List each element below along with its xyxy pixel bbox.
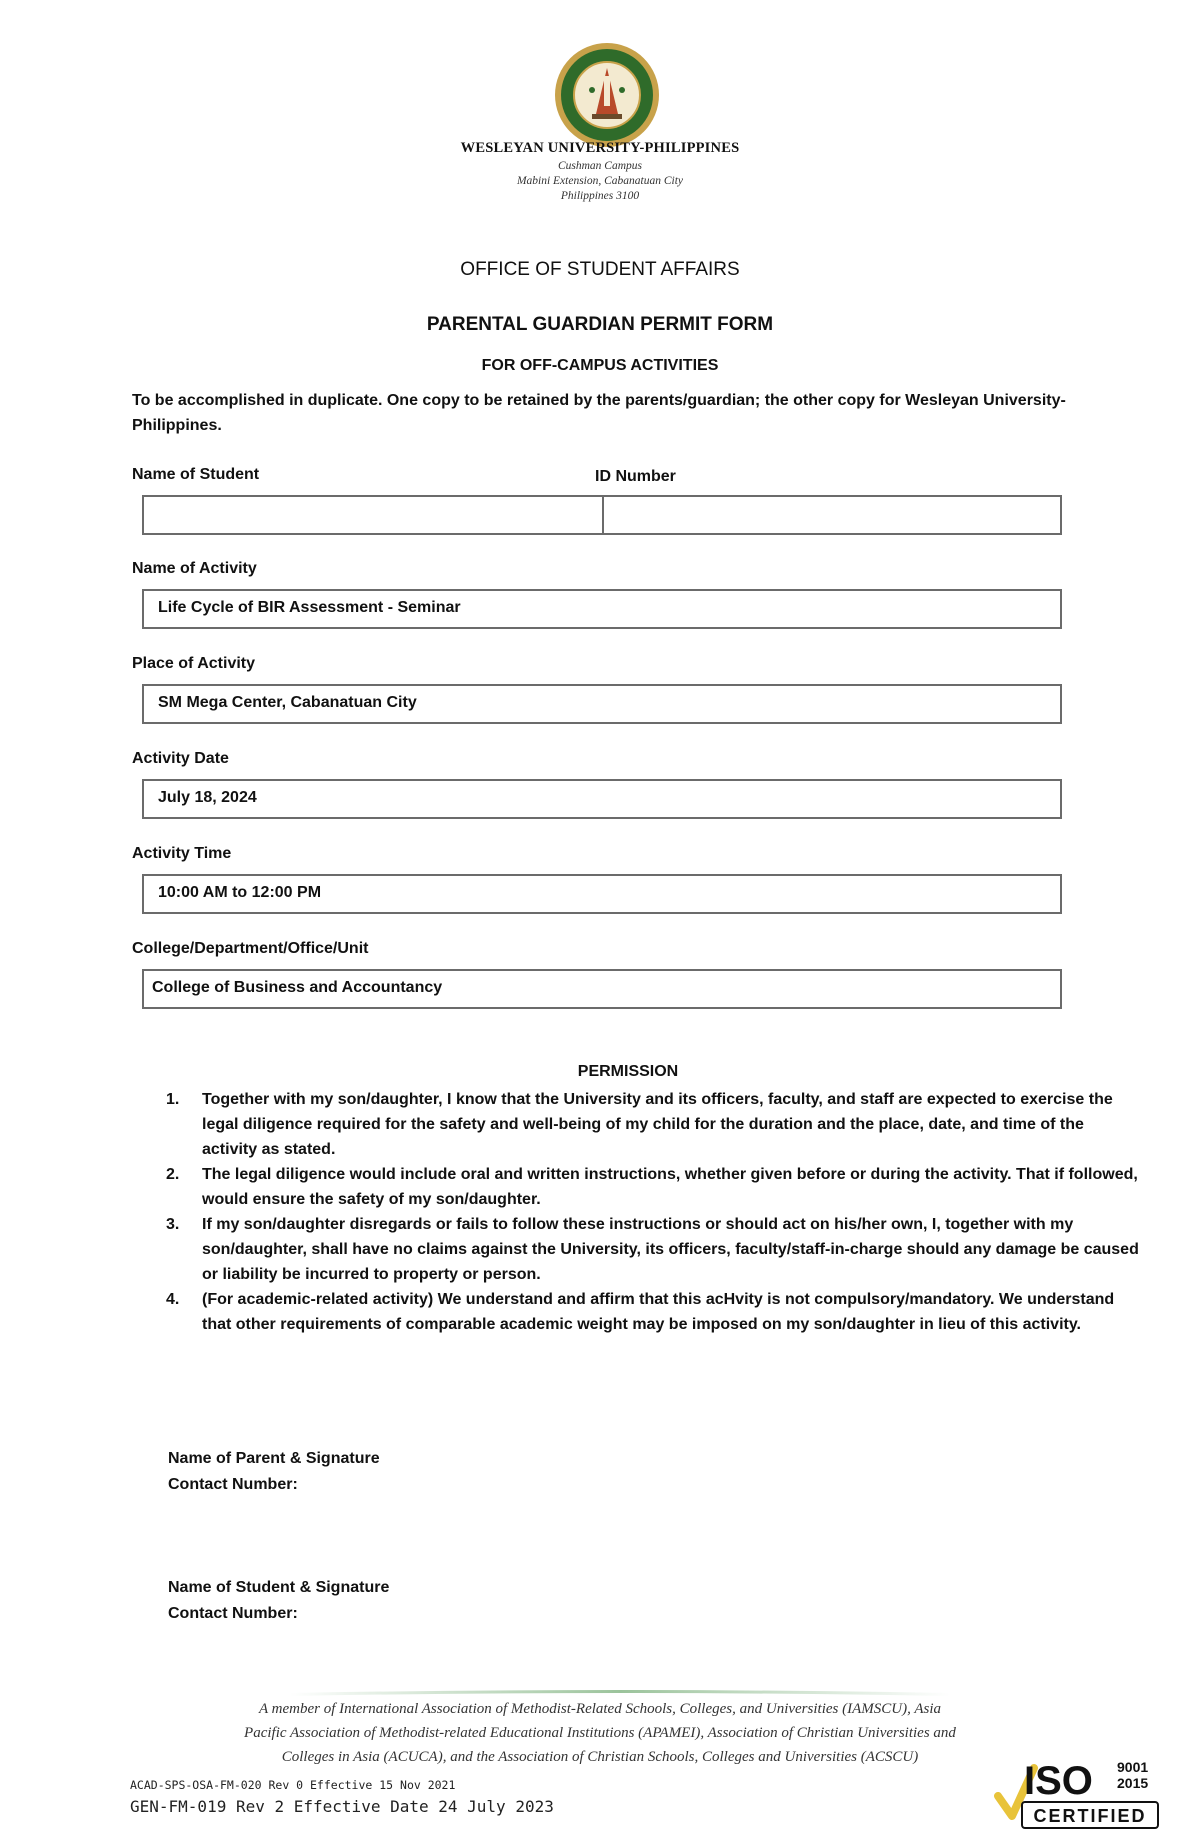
activity-date-field[interactable]: [142, 779, 1062, 819]
activity-name-value: Life Cycle of BIR Assessment - Seminar: [158, 599, 461, 616]
permission-item-number: 3.: [166, 1216, 180, 1233]
activity-name-label: Name of Activity: [132, 560, 257, 577]
iso-certified-label: CERTIFIED: [1033, 1806, 1147, 1826]
parent-signature-label: Name of Parent & Signature: [168, 1450, 380, 1467]
iso-year-top: 9001: [1117, 1759, 1149, 1775]
field-divider: [602, 497, 604, 533]
college-label: College/Department/Office/Unit: [132, 940, 369, 957]
office-title: OFFICE OF STUDENT AFFAIRS: [460, 259, 740, 280]
student-name-label: Name of Student: [132, 466, 260, 483]
parent-contact-label: Contact Number:: [168, 1476, 298, 1493]
id-number-label: ID Number: [595, 468, 676, 485]
permission-item-number: 2.: [166, 1166, 180, 1183]
permission-item-text: If my son/daughter disregards or fails to follow these instructions or should act on his/her own, I, together with my son/daughter, shall have no claims against the University, its officers, faculty/staff-in-charge should any damage be caused or liability be incurred to property or person.: [202, 1216, 1139, 1283]
iso-mark: ISO: [1024, 1759, 1093, 1803]
permission-item: [132, 1087, 1142, 1162]
student-signature-block: [168, 1575, 389, 1627]
university-name: WESLEYAN UNIVERSITY-PHILIPPINES: [460, 140, 740, 156]
activity-date-label: Activity Date: [132, 750, 229, 767]
activity-time-field[interactable]: [142, 874, 1062, 914]
permission-item: [132, 1212, 1142, 1287]
student-id-row: [142, 495, 1062, 535]
footer-membership-line: A member of International Association of Methodist-Related Schools, Colleges, and Universities (IAMSCU), Asia: [258, 1701, 941, 1717]
activity-date-value: July 18, 2024: [158, 789, 257, 806]
student-signature-label: Name of Student & Signature: [168, 1579, 390, 1596]
campus-name: Cushman Campus: [557, 160, 643, 172]
permission-item-number: 1.: [166, 1091, 180, 1108]
footer-membership: [150, 1697, 1050, 1769]
permission-item-text: (For academic-related activity) We understand and affirm that this acHvity is not compulsory/mandatory. We understand that other requirements of comparable academic weight may be imposed on my son/daughter in lieu of this activity.: [202, 1291, 1115, 1333]
permission-heading: PERMISSION: [577, 1063, 679, 1080]
form-code: ACAD-SPS-OSA-FM-020 Rev 0 Effective 15 Nov 2021: [130, 1778, 456, 1792]
campus-country: Philippines 3100: [560, 190, 640, 202]
iso-year-bottom: 2015: [1117, 1775, 1149, 1791]
permission-list: [132, 1087, 1142, 1337]
university-seal-icon: [552, 40, 662, 150]
footer-membership-line: Pacific Association of Methodist-related Educational Institutions (APAMEI), Association of Christian Universities and: [244, 1725, 956, 1741]
college-field[interactable]: [142, 969, 1062, 1009]
activity-time-value: 10:00 AM to 12:00 PM: [158, 884, 322, 901]
footer-divider: [290, 1687, 950, 1697]
student-contact-label: Contact Number:: [168, 1605, 298, 1622]
permission-item-text: The legal diligence would include oral and written instructions, whether given before or during the activity. That if followed, would ensure the safety of my son/daughter.: [202, 1166, 1138, 1208]
form-title: PARENTAL GUARDIAN PERMIT FORM: [426, 314, 774, 335]
permission-item: [132, 1287, 1142, 1337]
permission-item-text: Together with my son/daughter, I know that the University and its officers, faculty, and staff are expected to exercise the legal diligence required for the safety and well-being of my child for the duration and the place, date, and time of the activity as stated.: [202, 1091, 1113, 1158]
parent-signature-block: [168, 1446, 380, 1498]
permission-item: [132, 1162, 1142, 1212]
activity-name-field[interactable]: [142, 589, 1062, 629]
permission-item-number: 4.: [166, 1291, 180, 1308]
form-subtitle: FOR OFF-CAMPUS ACTIVITIES: [481, 357, 719, 374]
campus-address: Mabini Extension, Cabanatuan City: [516, 175, 684, 187]
gen-form-code: GEN-FM-019 Rev 2 Effective Date 24 July 2023: [130, 1797, 554, 1816]
activity-place-label: Place of Activity: [132, 655, 256, 672]
college-value: College of Business and Accountancy: [152, 979, 443, 996]
footer-membership-line: Colleges in Asia (ACUCA), and the Association of Christian Schools, Colleges and Universities (ACSCU): [281, 1749, 919, 1765]
activity-place-field[interactable]: [142, 684, 1062, 724]
activity-time-label: Activity Time: [132, 845, 232, 862]
form-instructions: To be accomplished in duplicate. One copy to be retained by the parents/guardian; the other copy for Wesleyan University-Philippines.: [132, 392, 1066, 434]
activity-place-value: SM Mega Center, Cabanatuan City: [158, 694, 417, 711]
iso-certified-badge-icon: [992, 1750, 1160, 1830]
